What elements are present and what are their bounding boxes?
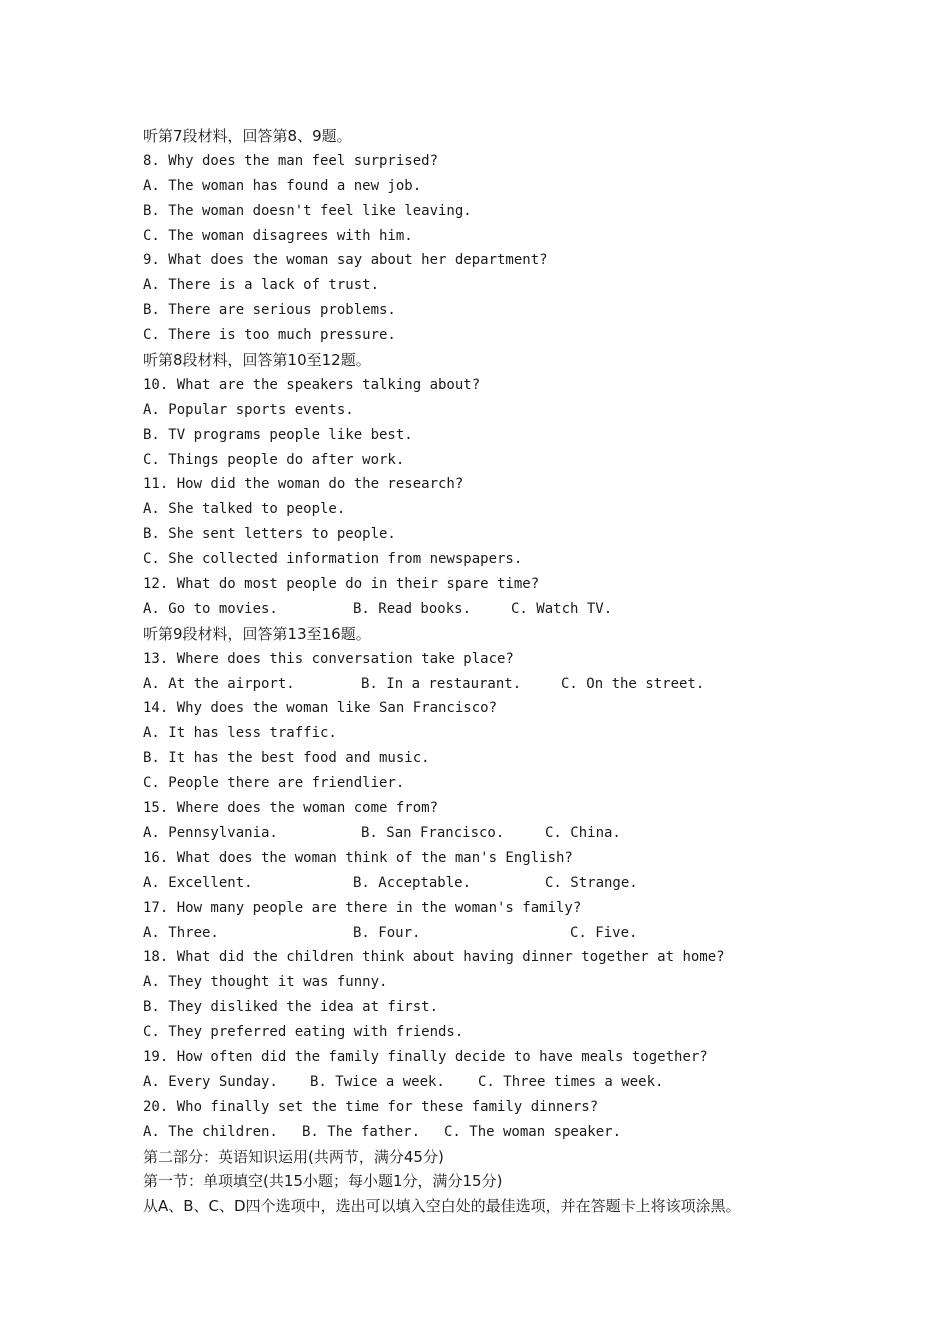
option-row <box>143 871 843 896</box>
option-row <box>143 1120 843 1145</box>
option: B. Read books. <box>353 600 472 617</box>
option: C. On the street. <box>561 675 705 692</box>
question: 17. How many people are there in the woman's family? <box>143 899 582 916</box>
option-row <box>143 821 843 846</box>
option: B. Four. <box>353 924 421 941</box>
question: 15. Where does the woman come from? <box>143 800 439 817</box>
option: C. Five. <box>570 924 638 941</box>
subsection-heading: 第一节：单项填空(共15小题；每小题1分，满分15分) <box>143 1172 503 1191</box>
question: 14. Why does the woman like San Francisco? <box>143 700 498 717</box>
option: B. They disliked the idea at first. <box>143 999 439 1016</box>
exam-page <box>143 124 843 1219</box>
question: 19. How often did the family finally decide to have meals together? <box>143 1048 708 1065</box>
option: A. The children. <box>143 1123 278 1140</box>
option: A. The woman has found a new job. <box>143 177 422 194</box>
instructions: 从A、B、C、D四个选项中，选出可以填入空白处的最佳选项，并在答题卡上将该项涂黑。 <box>143 1197 741 1216</box>
part-heading: 第二部分：英语知识运用(共两节，满分45分) <box>143 1147 444 1166</box>
option-row <box>143 672 843 697</box>
option: C. Things people do after work. <box>143 451 405 468</box>
section-heading: 听第8段材料，回答第10至12题。 <box>143 351 371 370</box>
option: A. Pennsylvania. <box>143 824 278 841</box>
option: B. TV programs people like best. <box>143 426 413 443</box>
option: A. There is a lack of trust. <box>143 277 380 294</box>
option: C. They preferred eating with friends. <box>143 1024 464 1041</box>
question: 8. Why does the man feel surprised? <box>143 152 439 169</box>
option-row <box>143 597 843 622</box>
option: B. The father. <box>302 1123 421 1140</box>
option: C. There is too much pressure. <box>143 327 396 344</box>
section-heading: 听第7段材料，回答第8、9题。 <box>143 127 352 145</box>
option: A. Three. <box>143 924 219 941</box>
option: C. Watch TV. <box>511 600 613 617</box>
option: A. Go to movies. <box>143 600 278 617</box>
section-heading: 听第9段材料，回答第13至16题。 <box>143 624 371 643</box>
option: B. San Francisco. <box>361 824 505 841</box>
question: 10. What are the speakers talking about? <box>143 376 481 393</box>
option: C. She collected information from newspapers. <box>143 551 523 568</box>
option-row <box>143 1070 843 1095</box>
option: A. Popular sports events. <box>143 401 354 418</box>
option: A. Excellent. <box>143 874 253 891</box>
question: 9. What does the woman say about her department? <box>143 252 548 269</box>
option: C. China. <box>545 824 621 841</box>
option: A. At the airport. <box>143 675 295 692</box>
option: A. They thought it was funny. <box>143 974 388 991</box>
option: B. The woman doesn't feel like leaving. <box>143 202 472 219</box>
option: C. The woman speaker. <box>444 1123 622 1140</box>
option: C. The woman disagrees with him. <box>143 227 413 244</box>
question: 11. How did the woman do the research? <box>143 476 464 493</box>
option: C. Strange. <box>545 874 638 891</box>
option: C. Three times a week. <box>478 1073 664 1090</box>
option: B. In a restaurant. <box>361 675 522 692</box>
question: 16. What does the woman think of the man's English? <box>143 849 573 866</box>
option: B. She sent letters to people. <box>143 526 396 543</box>
option-row <box>143 921 843 946</box>
option: B. There are serious problems. <box>143 302 396 319</box>
question: 18. What did the children think about having dinner together at home? <box>143 949 725 966</box>
question: 20. Who finally set the time for these family dinners? <box>143 1098 599 1115</box>
option: B. Twice a week. <box>310 1073 445 1090</box>
option: A. It has less traffic. <box>143 725 337 742</box>
option: A. She talked to people. <box>143 501 346 518</box>
option: A. Every Sunday. <box>143 1073 278 1090</box>
option: B. Acceptable. <box>353 874 472 891</box>
question: 12. What do most people do in their spare time? <box>143 576 540 593</box>
option: B. It has the best food and music. <box>143 750 430 767</box>
option: C. People there are friendlier. <box>143 775 405 792</box>
question: 13. Where does this conversation take place? <box>143 650 514 667</box>
